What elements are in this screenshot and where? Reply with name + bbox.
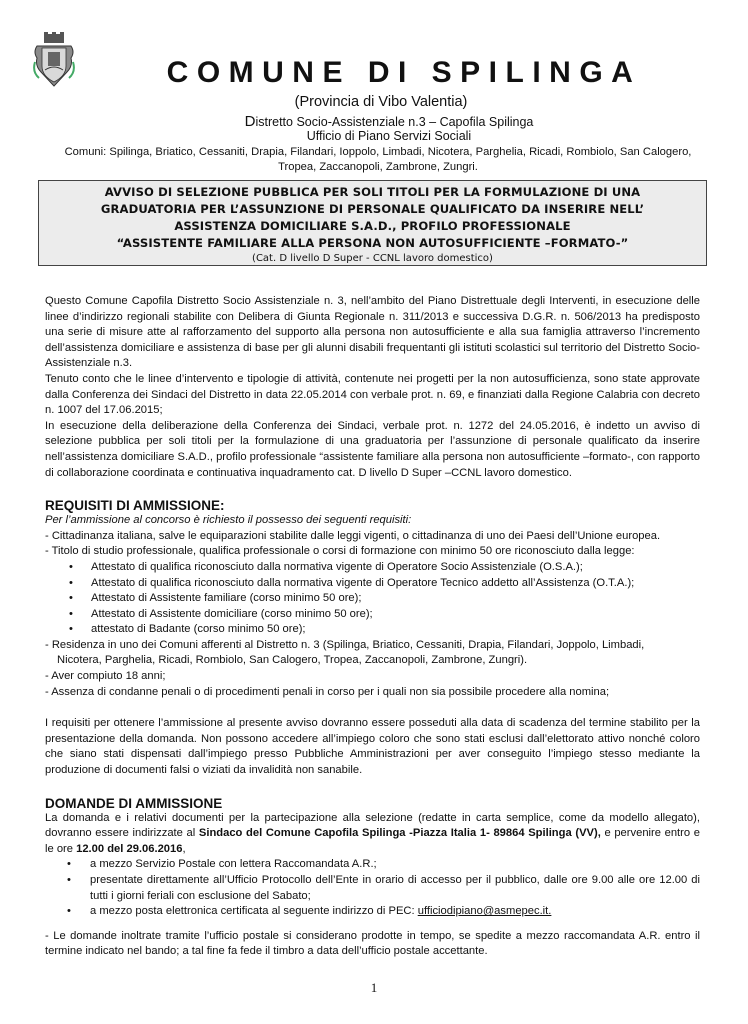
requirement-no-convictions: - Assenza di condanne penali o di procedimenti penali in corso per i quali non sia possibile procedere alla nomina; [45,685,610,698]
pec-email-link[interactable]: ufficiodipiano@asmepec.it. [417,905,552,918]
applications-paragraph [45,811,700,858]
requirements-heading: REQUISITI DI AMMISSIONE: [45,498,225,514]
requirement-citizenship: - Cittadinanza italiana, salve le equiparazioni stabilite dalle leggi vigenti, o cittadinanza di uno dei Paesi dell’Unione europea. [45,529,661,542]
list-item: • attestato di Badante (corso minimo 50 ore); [45,622,700,638]
applications-deadline: 12.00 del 29.06.2016 [76,842,183,855]
requirement-age: - Aver compiuto 18 anni; [45,670,166,683]
intro-paragraph: In esecuzione della deliberazione della Conferenza dei Sindaci, verbale prot. n. 1272 del 24.05.2016, è indetto un avviso di selezione pubblica per soli titoli per la formulazione di una graduatoria per l’assunzione di personale qualificato da inserire nell’assistenza domiciliare S.A.D., profilo professionale “assistente familiare alla persona non autosufficiente –formato-, con rapporto di collaborazione coordinata e continuativa inquadramento cat. D livello D Super –CCNL lavoro domestico. [45,419,700,479]
qualification-list [45,560,700,638]
list-item: • Attestato di Assistente domiciliare (corso minimo 50 ore); [45,607,700,623]
pec-text: a mezzo posta elettronica certificata al seguente indirizzo di PEC: [90,905,418,918]
notice-line-1: AVVISO DI SELEZIONE PUBBLICA PER SOLI TITOLI PER LA FORMULAZIONE DI UNA [104,185,641,199]
requirements-note: I requisiti per ottenere l’ammissione al presente avviso dovranno essere posseduti alla data di scadenza del termine stabilito per la presentazione della domanda. Non possono accedere all’impiego coloro che sono stati esclusi dall’elettorato attivo nonché coloro che siano stati dispensati dall’impiego presso Pubbliche Amministrazioni per aver conseguito l’impiego stesso mediante la produzione di documenti falsi o viziati da invalidità non sanabile. [45,717,700,777]
requirements-subheading: Per l’ammissione al concorso è richiesto il possesso dei seguenti requisiti: [45,514,412,527]
notice-line-3: ASSISTENZA DOMICILIARE S.A.D., PROFILO PROFESSIONALE [174,219,571,233]
applications-text: La domanda e i relativi documenti per la partecipazione alla selezione (redatte in carta semplice, come da modello allegato), dovranno essere indirizzate al [45,811,700,840]
district-initial: D [244,113,256,130]
list-item [45,904,700,920]
applications-heading: DOMANDE DI AMMISSIONE [45,795,223,811]
list-item: • Attestato di Assistente familiare (corso minimo 50 ore); [45,591,700,607]
district-text: istretto Socio-Assistenziale n.3 – Capofila Spilinga [255,115,534,129]
requirement-residence-cont: Nicotera, Parghelia, Ricadi, Rombiolo, San Calogero, Tropea, Zaccanopoli, Zambrone, Zungri). [57,654,528,667]
list-item: • a mezzo Servizio Postale con lettera Raccomandata A.R.; [45,857,700,873]
page-number: 1 [370,980,378,995]
notice-line-4: “ASSISTENTE FAMILIARE ALLA PERSONA NON AUTOSUFFICIENTE –FORMATO-” [116,236,629,250]
list-item: • Attestato di qualifica riconosciuto dalla normativa vigente di Operatore Tecnico addetto all’Assistenza (O.T.A.); [45,576,700,592]
province: (Provincia di Vibo Valentia) [294,94,468,110]
office: Ufficio di Piano Servizi Sociali [306,129,472,143]
requirement-qualification: - Titolo di studio professionale, qualifica professionale o corsi di formazione con minimo 50 ore riconosciuto dalla legge: [45,545,635,558]
document-body [45,294,700,960]
requirement-residence: - Residenza in uno dei Comuni afferenti al Distretto n. 3 (Spilinga, Briatico, Cessaniti, Drapia, Filandari, Joppolo, Limbadi, [45,638,645,651]
submission-methods-list [45,857,700,919]
notice-line-2: GRADUATORIA PER L’ASSUNZIONE DI PERSONALE QUALIFICATO DA INSERIRE NELL’ [100,202,645,216]
district [0,113,748,130]
applications-text: e pervenire entro e le ore [45,827,700,855]
list-item: • Attestato di qualifica riconosciuto dalla normativa vigente di Operatore Socio Assistenziale (O.S.A.); [45,560,700,576]
intro-paragraph: Tenuto conto che le linee d’intervento e tipologie di attività, contenute nei progetti per la non autosufficienza, sono state approvate dalla Conferenza dei Sindaci del Distretto in data 22.05.2014 con verbale prot. n. 69, e finanziati dalla Regione Calabria con decreto n. 1007 del 17.06.2015; [45,372,700,417]
intro-paragraph: Questo Comune Capofila Distretto Socio Assistenziale n. 3, nell’ambito del Piano Distrettuale degli Interventi, in esecuzione delle linee d’indirizzo regionali stabilite con Delibera di Giunta Regionale n. 311/2013 e successiva D.G.R. n. 506/2013 ha predisposto una serie di misure atte al rafforzamento del supporto alla persona non autosufficiente e alla sua famiglia attraverso l’incremento dell’assistenza domiciliare e assistenza di base per gli alunni disabili frequentanti gli istituti scolastici sul territorio del Distretto Socio-Assistenziale n.3. [45,295,700,370]
notice-title-box [38,180,707,266]
page-title: COMUNE DI SPILINGA [166,56,642,89]
list-item: • presentate direttamente all’Ufficio Protocollo dell’Ente in orario di accesso per il pubblico, dalle ore 9.00 alle ore 12.00 di tutti i giorni feriali con esclusione del Sabato; [45,873,700,904]
notice-category: (Cat. D livello D Super - CCNL lavoro domestico) [252,253,493,264]
applications-text: , [182,842,186,855]
applications-note: - Le domande inoltrate tramite l’ufficio postale si considerano prodotte in tempo, se spedite a mezzo raccomandata A.R. entro il termine indicato nel bando; a tal fine fa fede il timbro a data dell’ufficio postale accettante. [45,929,700,958]
municipalities-list: Comuni: Spilinga, Briatico, Cessaniti, Drapia, Filandari, Ioppolo, Limbadi, Nicotera, Parghelia, Ricadi, Rombiolo, San Calogero, Tropea, Zaccanopoli, Zambrone, Zungri. [64,146,692,173]
applications-address: Sindaco del Comune Capofila Spilinga -Piazza Italia 1- 89864 Spilinga (VV), [198,827,601,840]
